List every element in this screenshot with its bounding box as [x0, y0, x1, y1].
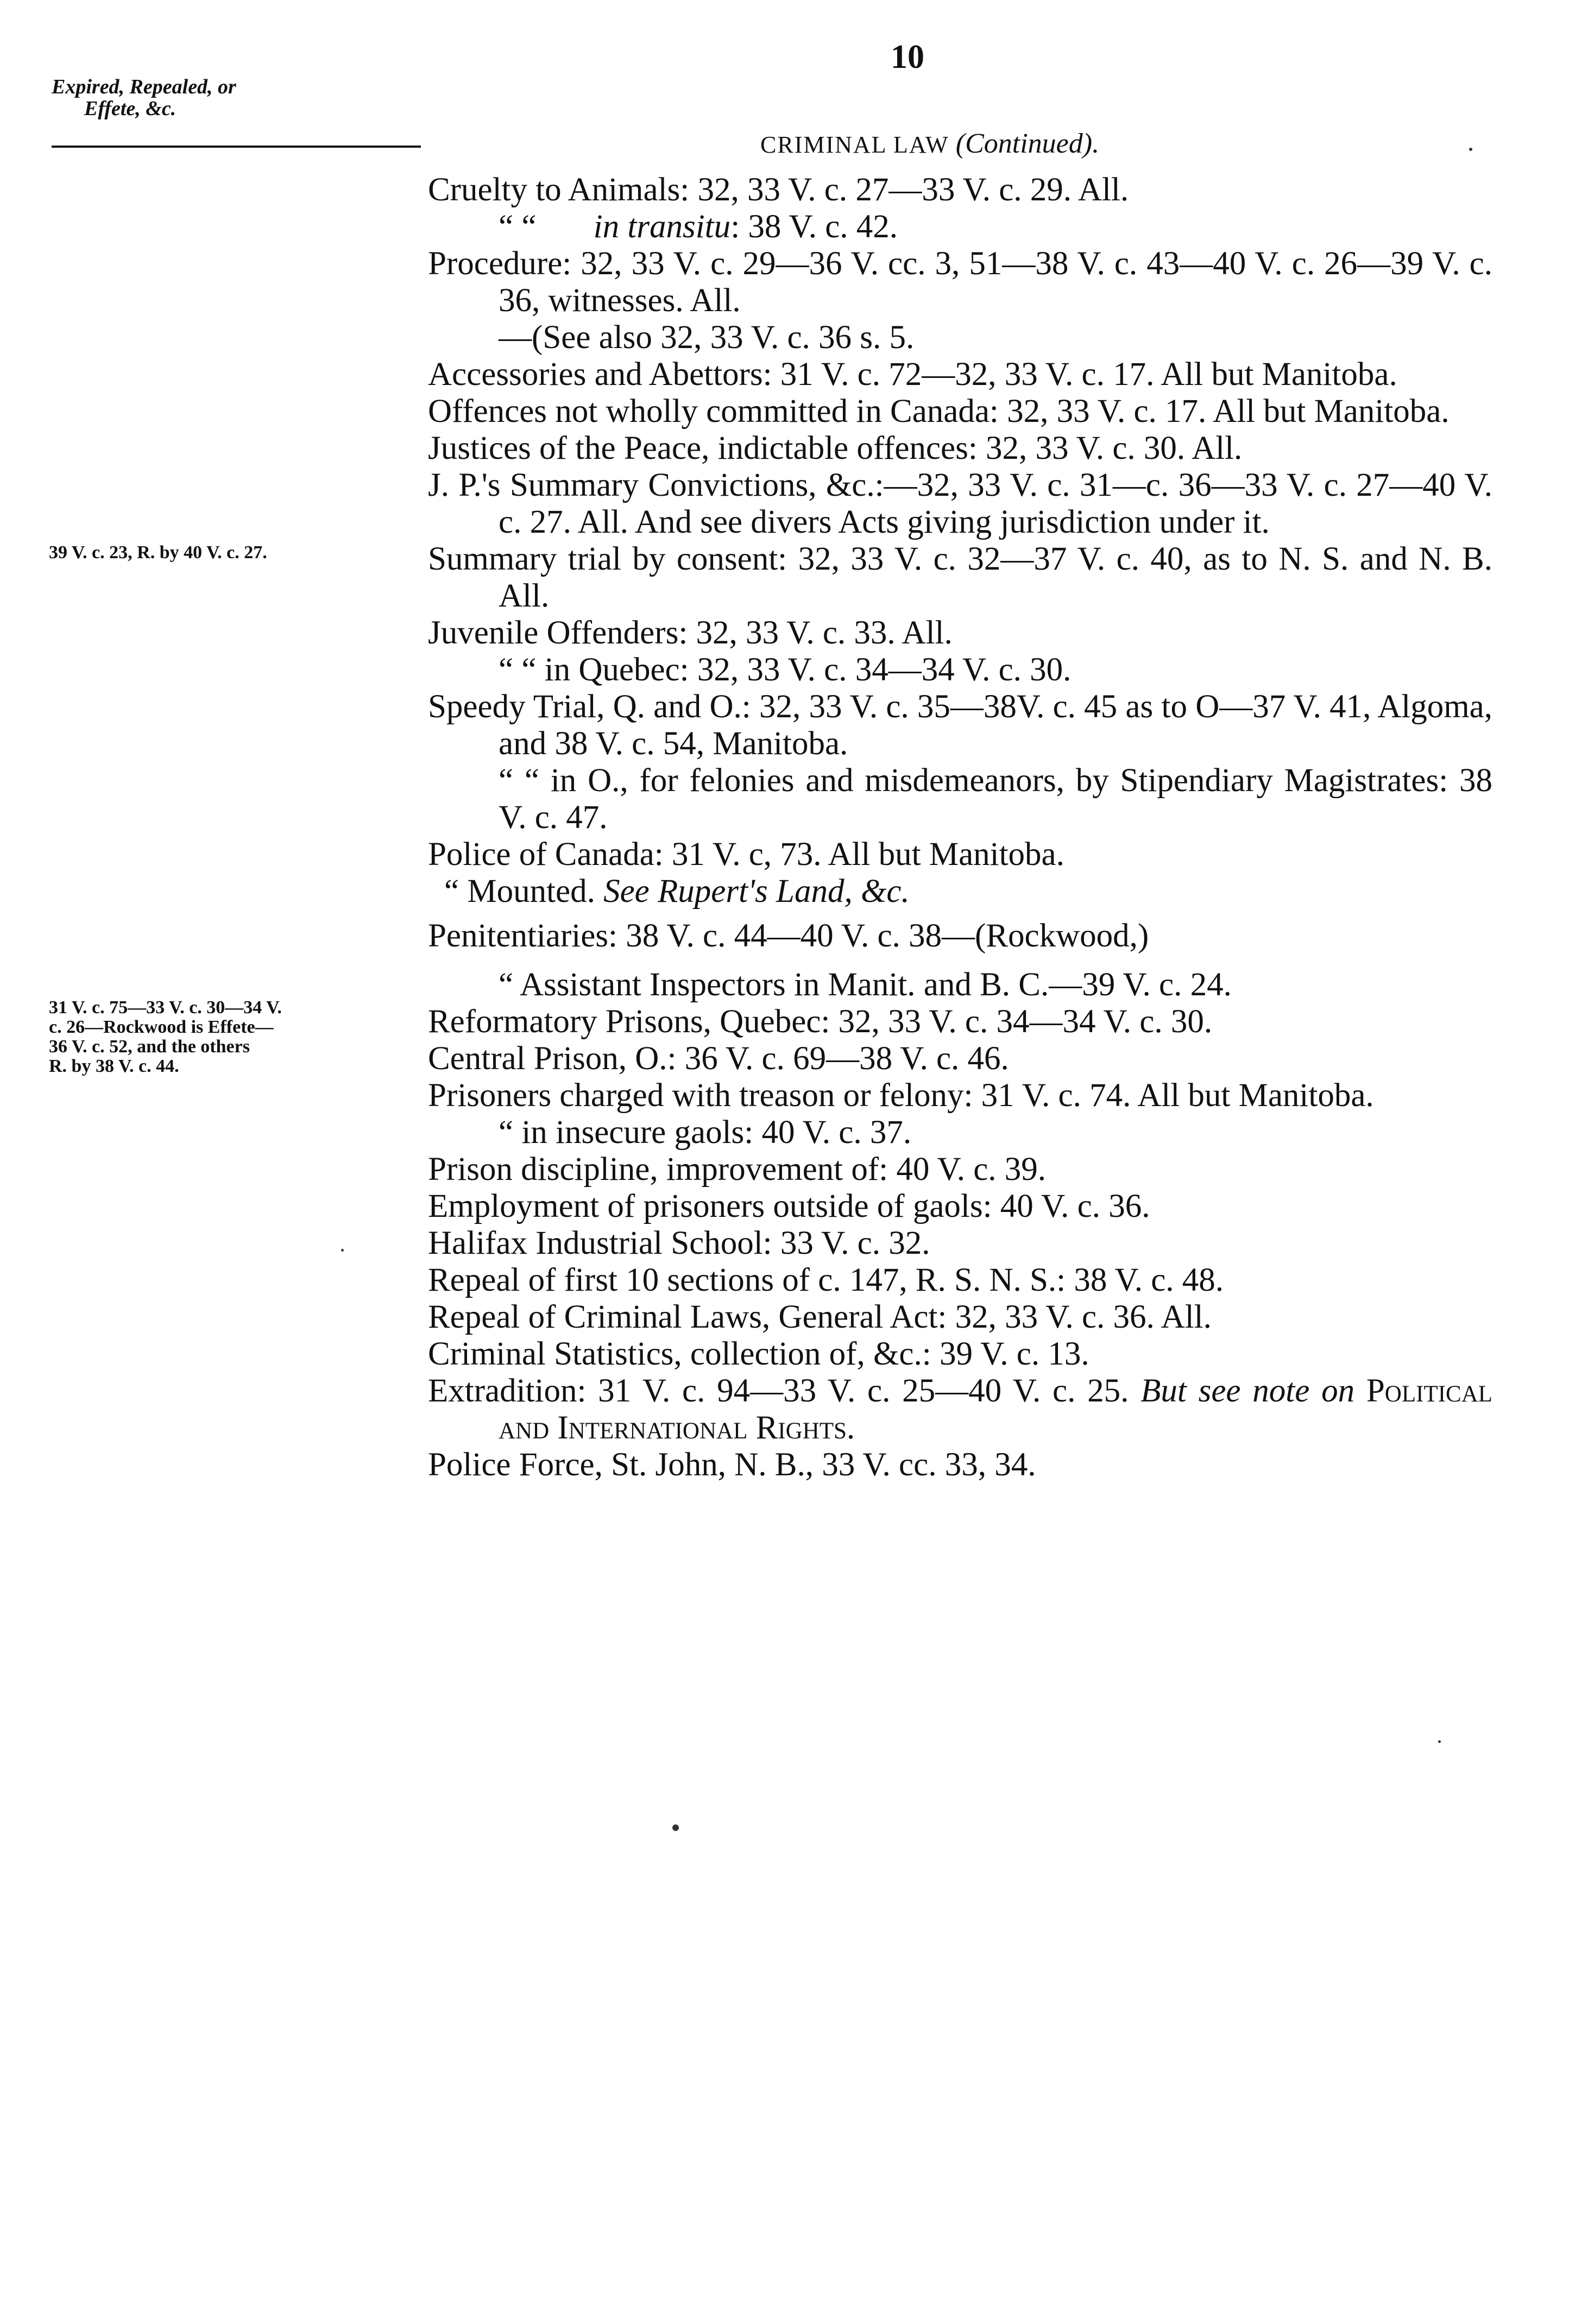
entry-mounted-police [428, 873, 1492, 910]
entry-police-st-john: Police Force, St. John, N. B., 33 V. cc. 33, 34. [428, 1447, 1036, 1483]
extradition-note: But see note on [1140, 1373, 1355, 1409]
sidebar-heading [52, 76, 405, 119]
section-title-text: CRIMINAL LAW [760, 131, 949, 158]
entry-cruelty: Cruelty to Animals: 32, 33 V. c. 27—33 V. c. 29. All. [428, 172, 1129, 208]
entry-juvenile-quebec: “ “ in Quebec: 32, 33 V. c. 34—34 V. c. 30. [499, 652, 1072, 688]
entry-penitentiaries: Penitentiaries: 38 V. c. 44—40 V. c. 38—(Rockwood,) [428, 918, 1149, 954]
entry-accessories: Accessories and Abettors: 31 V. c. 72—32, 33 V. c. 17. All but Manitoba. [428, 356, 1397, 393]
transitu-ref: : 38 V. c. 42. [730, 209, 898, 245]
entry-halifax: Halifax Industrial School: 33 V. c. 32. [428, 1225, 930, 1261]
entry-juvenile: Juvenile Offenders: 32, 33 V. c. 33. All. [428, 615, 953, 651]
entry-procedure-see: —(See also 32, 33 V. c. 36 s. 5. [499, 319, 915, 356]
section-title [760, 128, 1249, 160]
entry-extradition [428, 1373, 1492, 1447]
margin-note-line: 36 V. c. 52, and the others [49, 1037, 250, 1057]
entry-reformatory: Reformatory Prisons, Quebec: 32, 33 V. c. 34—34 V. c. 30. [428, 1003, 1213, 1040]
entry-summary-trial: Summary trial by consent: 32, 33 V. c. 32—37 V. c. 40, as to N. S. and N. B. All. [428, 541, 1492, 614]
entry-procedure: Procedure: 32, 33 V. c. 29—36 V. cc. 3, 51—38 V. c. 43—40 V. c. 26—39 V. c. 36, witnesses. All. [428, 245, 1492, 319]
entry-prison-discipline: Prison discipline, improvement of: 40 V. c. 39. [428, 1151, 1047, 1188]
entry-assistant-inspectors: “ Assistant Inspectors in Manit. and B. C.—39 V. c. 24. [499, 967, 1232, 1003]
section-title-continued: (Continued). [955, 128, 1100, 159]
entry-statistics: Criminal Statistics, collection of, &c.: 39 V. c. 13. [428, 1336, 1089, 1372]
sidebar-heading-line1: Expired, Repealed, or [52, 75, 236, 98]
mounted-see: See Rupert's Land, &c. [603, 873, 910, 910]
margin-note-penitentiaries [49, 998, 418, 1076]
transitu-label: in transitu [593, 209, 731, 245]
entry-central-prison: Central Prison, O.: 36 V. c. 69—38 V. c. 46. [428, 1040, 1009, 1077]
entry-jps-summary: J. P.'s Summary Convictions, &c.:—32, 33 V. c. 31—c. 36—33 V. c. 27—40 V. c. 27. All. And see divers Acts giving jurisdiction under it. [428, 467, 1492, 540]
entry-justices: Justices of the Peace, indictable offences: 32, 33 V. c. 30. All. [428, 430, 1243, 466]
entry-offences: Offences not wholly committed in Canada: 32, 33 V. c. 17. All but Manitoba. [428, 393, 1450, 430]
extradition-note-ref: Political and International Rights. [499, 1373, 1493, 1446]
entry-repeal-first: Repeal of first 10 sections of c. 147, R. S. N. S.: 38 V. c. 48. [428, 1262, 1224, 1298]
entry-speedy-trial: Speedy Trial, Q. and O.: 32, 33 V. c. 35—38V. c. 45 as to O—37 V. 41, Algoma, and 38 V. c. 54, Manitoba. [428, 689, 1492, 762]
sidebar-heading-line2: Effete, &c. [84, 97, 177, 120]
entry-speedy-ontario: “ “ in O., for felonies and misdemeanors, by Stipendiary Magistrates: 38 V. c. 47. [499, 762, 1492, 836]
margin-note-line: R. by 38 V. c. 44. [49, 1056, 179, 1076]
ink-speck [1469, 148, 1472, 151]
page-number: 10 [891, 39, 924, 75]
ink-speck [672, 1824, 679, 1831]
margin-note-line: c. 26—Rockwood is Effete— [49, 1017, 274, 1037]
entry-repeal-criminal: Repeal of Criminal Laws, General Act: 32, 33 V. c. 36. All. [428, 1299, 1212, 1335]
entry-insecure-gaols: “ in insecure gaols: 40 V. c. 37. [499, 1114, 912, 1151]
ditto-marks: “ “ [499, 209, 537, 245]
entry-employment: Employment of prisoners outside of gaols: 40 V. c. 36. [428, 1188, 1150, 1224]
entry-police-canada: Police of Canada: 31 V. c, 73. All but Manitoba. [428, 836, 1064, 873]
sidebar-divider [52, 146, 421, 148]
mounted-ditto: “ Mounted. [444, 873, 595, 910]
extradition-text: Extradition: 31 V. c. 94—33 V. c. 25—40 V. c. 25. [428, 1373, 1129, 1409]
ink-speck [341, 1249, 344, 1252]
margin-note-line: 31 V. c. 75—33 V. c. 30—34 V. [49, 997, 282, 1018]
entries-list [428, 172, 1492, 1483]
margin-note-justices: 39 V. c. 23, R. by 40 V. c. 27. [49, 542, 267, 563]
ink-speck [1438, 1740, 1441, 1743]
entry-cruelty-transitu [428, 209, 1492, 245]
entry-prisoners-charged: Prisoners charged with treason or felony: 31 V. c. 74. All but Manitoba. [428, 1077, 1374, 1114]
